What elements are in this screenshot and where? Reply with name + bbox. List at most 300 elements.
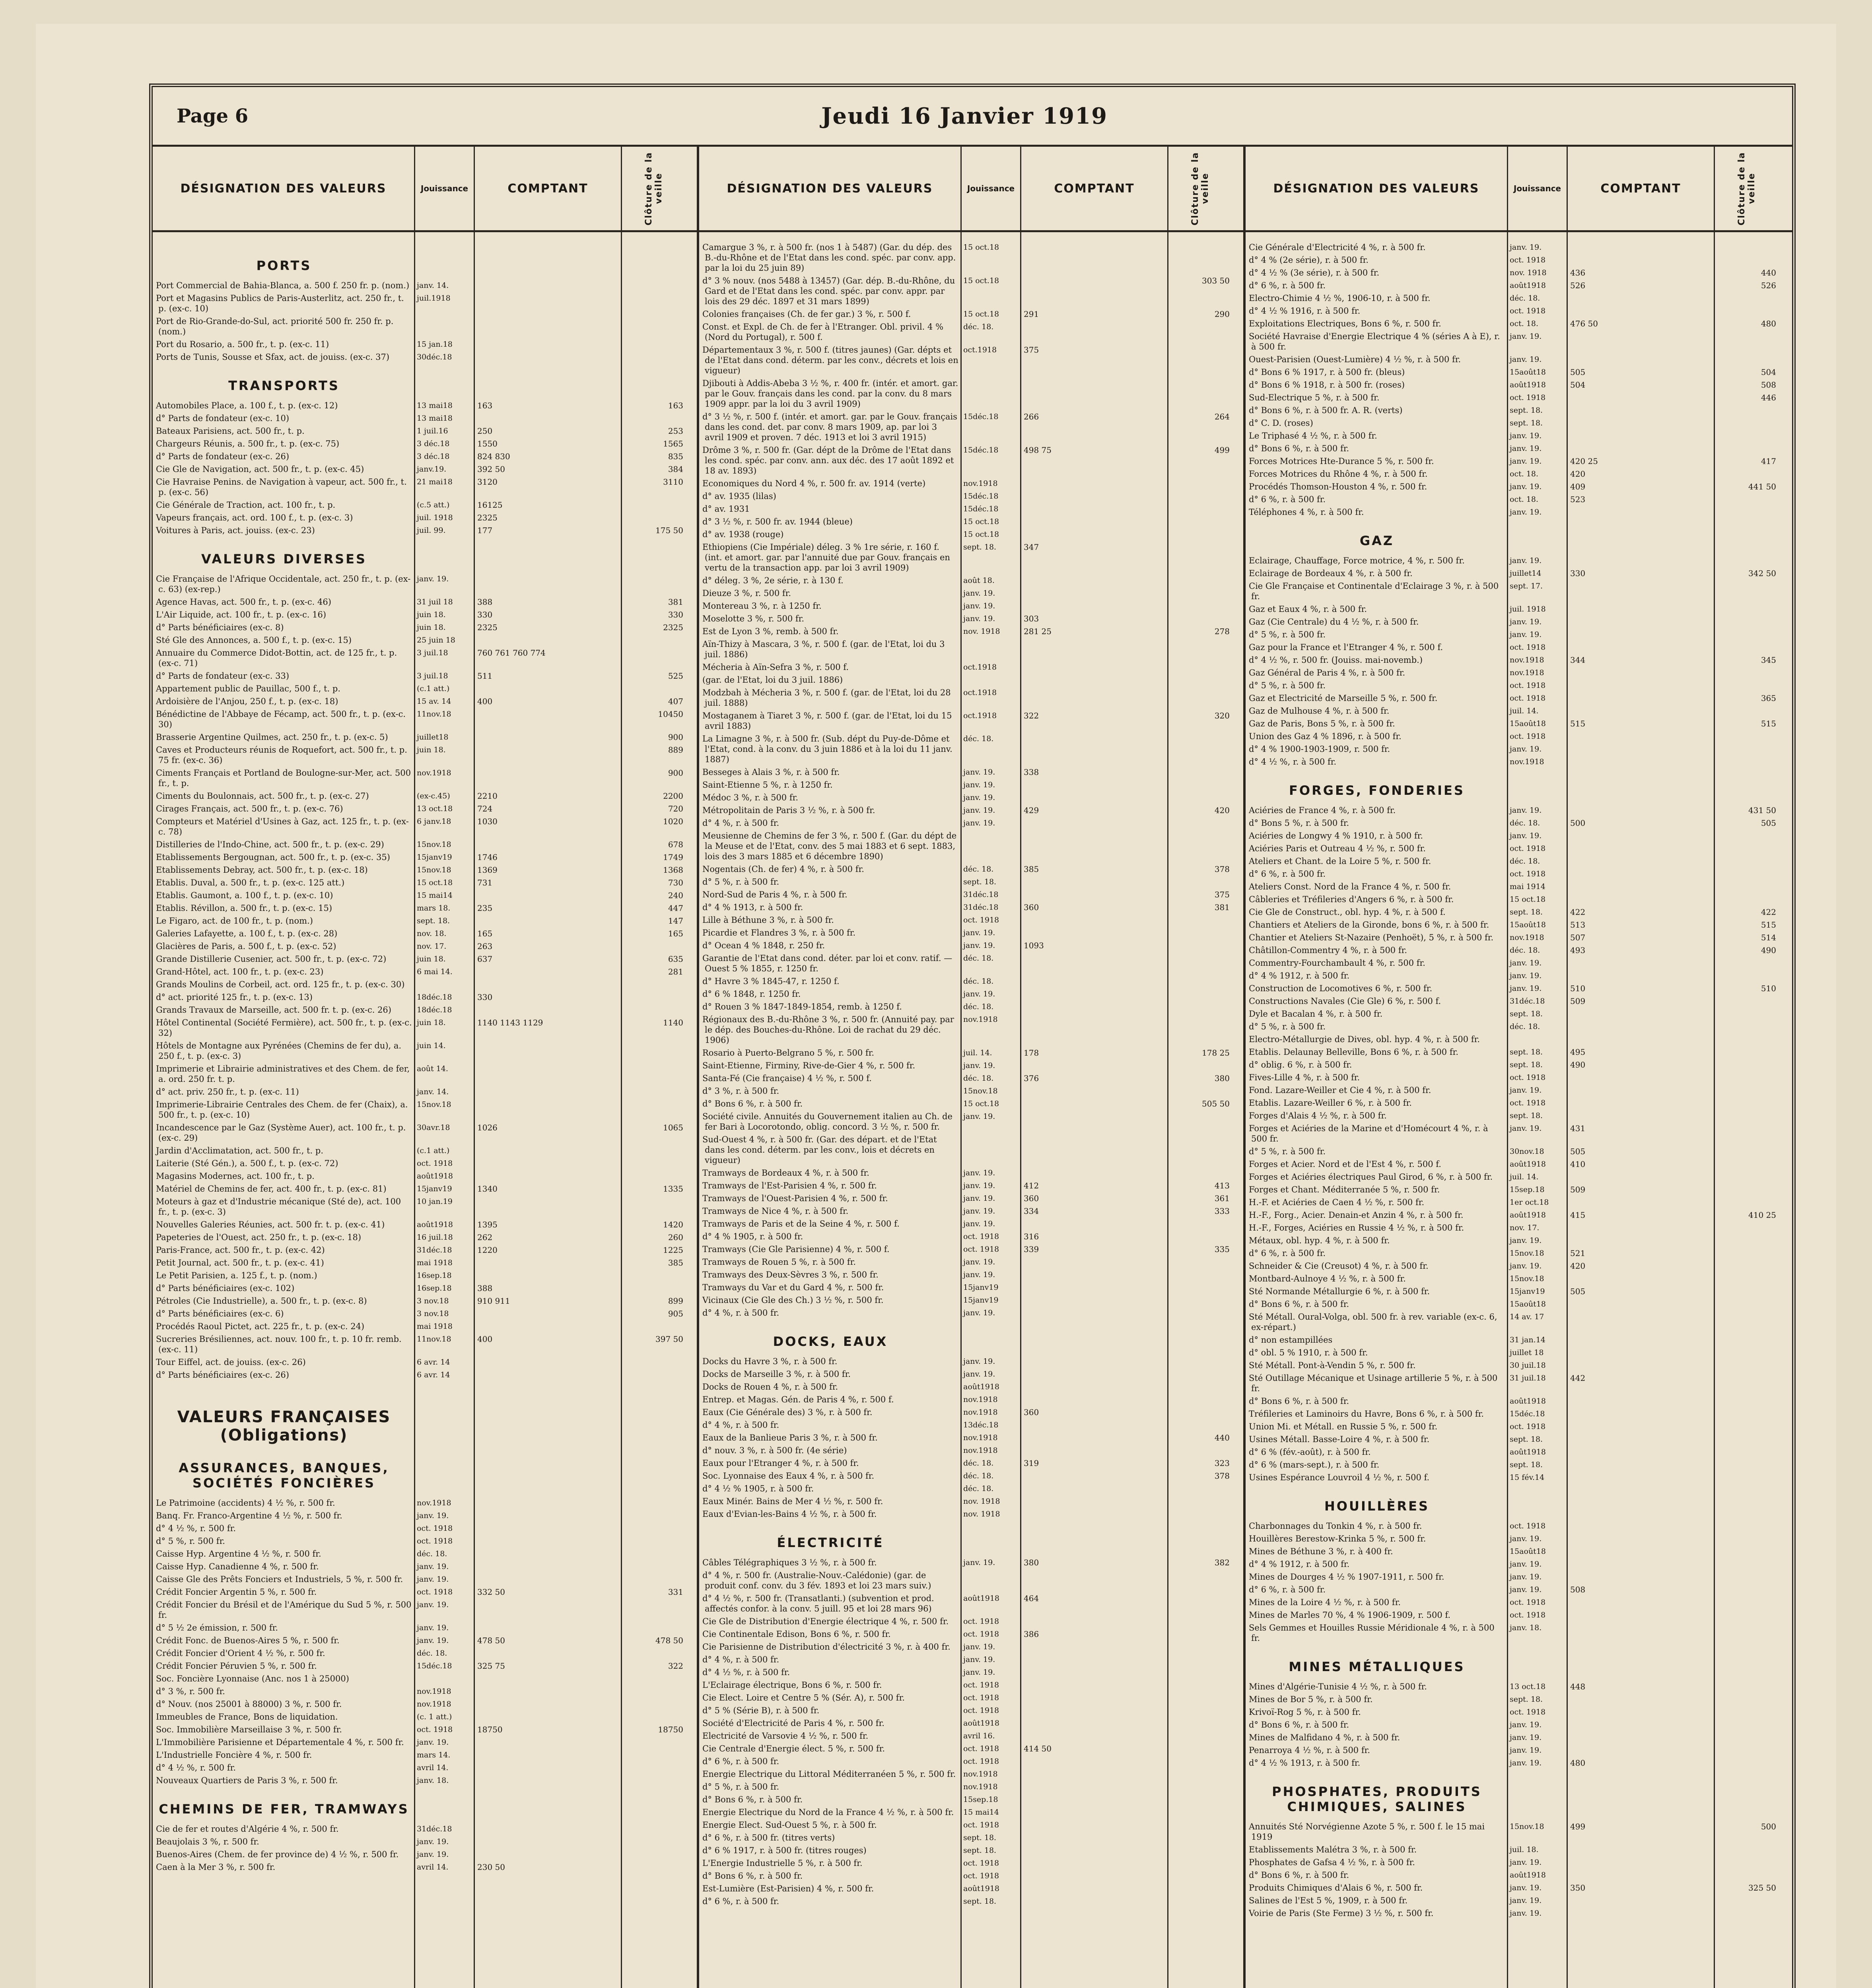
table-row — [699, 1111, 1243, 1132]
comptant-price — [1568, 1857, 1715, 1868]
jouissance-date: oct. 1918 — [1510, 732, 1546, 741]
jouissance-date — [415, 1673, 475, 1684]
cloture-price: 515 — [1761, 719, 1776, 728]
cloture-price — [1715, 1521, 1779, 1531]
jouissance-date: janv. 19. — [1510, 1086, 1542, 1095]
security-name: Imprimerie-Librairie Centrales des Chem. de fer (Chaix), a. 500 fr., t. p. (ex-c. 10) — [156, 1100, 408, 1120]
cloture-price — [622, 1536, 686, 1546]
jouissance-date — [962, 1134, 1021, 1165]
security-name: d° 4 % 1913, r. à 500 fr. — [702, 903, 803, 912]
cloture-price — [1715, 1034, 1779, 1044]
table-row — [699, 529, 1243, 540]
comptant-price — [1568, 731, 1715, 742]
cloture-price — [1715, 604, 1779, 614]
comptant-price — [1021, 1509, 1168, 1519]
table-row — [1246, 818, 1792, 828]
jouissance-date: oct. 1918 — [417, 1524, 453, 1533]
comptant-price — [1021, 1570, 1168, 1591]
cloture-price — [1715, 418, 1779, 428]
table-row — [1246, 494, 1792, 505]
table-row — [1246, 1623, 1792, 1643]
comptant-price — [1021, 1168, 1168, 1178]
cloture-price — [1168, 989, 1232, 999]
jouissance-date: oct. 18. — [1510, 470, 1539, 478]
cloture-price: 303 50 — [1202, 276, 1230, 285]
jouissance-date: oct. 1918 — [963, 1245, 999, 1254]
security-name: Cie Centrale d'Energie élect. 5 %, r. 500 fr. — [702, 1744, 885, 1753]
cloture-price — [622, 1087, 686, 1097]
jouissance-date: 6 avr. 14 — [417, 1371, 450, 1379]
comptant-price: 464 — [1024, 1594, 1039, 1603]
security-name: d° 4 ½ %, r. 500 fr. (Transatlanti.) (subvention et prod. affectés confor. à la conv. 5 juill. 95 et loi 28 mars 96) — [702, 1594, 934, 1613]
table-row — [153, 1737, 697, 1747]
column-rows — [699, 242, 1243, 1909]
comptant-price: 319 — [1024, 1458, 1039, 1468]
cloture-price: 322 — [668, 1661, 683, 1671]
table-row — [1246, 668, 1792, 678]
security-name: d° 5 ½ 2e émission, r. 500 fr. — [156, 1623, 278, 1633]
cloture-price — [1168, 1743, 1232, 1754]
cloture-price — [1168, 1807, 1232, 1817]
cloture-price: 440 — [1761, 268, 1776, 278]
comptant-price — [475, 1574, 622, 1584]
security-name: d° 5 %, r. à 500 fr. — [1249, 1022, 1326, 1031]
comptant-price: 414 50 — [1024, 1744, 1052, 1753]
comptant-price: 420 25 — [1570, 456, 1598, 466]
security-name: d° non estampillées — [1249, 1335, 1333, 1345]
table-row — [1246, 1274, 1792, 1284]
table-row — [699, 940, 1243, 951]
table-row — [153, 1219, 697, 1230]
table-row — [1246, 869, 1792, 879]
comptant-price: 436 — [1570, 268, 1586, 278]
comptant-price — [475, 1309, 622, 1319]
table-row — [1246, 242, 1792, 252]
table-row — [699, 1858, 1243, 1868]
cloture-price — [1715, 958, 1779, 968]
comptant-price — [1568, 1299, 1715, 1309]
table-row — [699, 1394, 1243, 1405]
cloture-price — [1168, 1483, 1232, 1494]
jouissance-date: nov. 17. — [417, 942, 447, 951]
security-name: Sud-Electrique 5 %, r. à 500 fr. — [1249, 393, 1380, 402]
security-name: Forges et Acier. Nord et de l'Est 4 %, r. 500 f. — [1249, 1159, 1441, 1169]
jouissance-date: août1918 — [963, 1719, 999, 1728]
cloture-price — [1715, 971, 1779, 981]
header-comptant: COMPTANT — [1021, 147, 1168, 230]
table-row — [1246, 318, 1792, 329]
table-row — [699, 877, 1243, 887]
comptant-price — [1021, 1002, 1168, 1012]
security-name: Automobiles Place, a. 100 f., t. p. (ex-c. 12) — [156, 401, 338, 410]
cloture-price: 264 — [1214, 412, 1230, 421]
jouissance-date: 15 av. 14 — [417, 697, 451, 706]
cloture-price: 500 — [1761, 1822, 1776, 1831]
security-name: Mines de Dourges 4 ½ % 1907-1911, r. 500 fr. — [1249, 1572, 1444, 1582]
security-name: Sté Gle des Annonces, a. 500 f., t. p. (ex-c. 15) — [156, 635, 352, 645]
jouissance-date: 11nov.18 — [417, 1335, 451, 1343]
security-name: Incandescence par le Gaz (Système Auer), act. 100 fr., t. p. (ex-c. 29) — [156, 1123, 406, 1143]
table-row — [699, 928, 1243, 938]
security-name: Mines de la Loire 4 ½ %, r. à 500 fr. — [1249, 1598, 1401, 1607]
security-name: Société civile. Annuités du Gouvernement italien au Ch. de fer Bari à Locorotondo, oblig. concord. 3 ½ %, r. 500 fr. — [702, 1112, 953, 1132]
cloture-price: 320 — [1214, 711, 1230, 720]
comptant-price: 493 — [1570, 945, 1586, 955]
table-row — [153, 1232, 697, 1242]
security-name: Sté Métall. Oural-Volga, obl. 500 fr. à rev. variable (ex-c. 6, ex-répart.) — [1249, 1312, 1497, 1332]
security-name: Construction de Locomotives 6 %, r. 500 fr. — [1249, 984, 1433, 993]
cloture-price: 410 25 — [1748, 1210, 1776, 1220]
comptant-price: 339 — [1024, 1244, 1039, 1254]
comptant-price — [475, 916, 622, 926]
cloture-price — [1715, 1434, 1779, 1444]
jouissance-date: 1 juil.16 — [417, 427, 448, 435]
comptant-price — [1021, 1756, 1168, 1767]
cloture-price — [1168, 734, 1232, 765]
security-name: Vapeurs français, act. ord. 100 f., t. p. (ex-c. 3) — [156, 513, 353, 522]
comptant-price: 480 — [1570, 1758, 1586, 1768]
table-row — [1246, 1034, 1792, 1044]
security-name: d° Bons 6 %, r. à 500 fr. — [702, 1871, 803, 1881]
cloture-price — [622, 1712, 686, 1722]
security-name: Energie Electrique du Nord de la France 4 ½ %, r. à 500 fr. — [702, 1807, 954, 1817]
table-row — [1246, 293, 1792, 303]
security-name: d° 4 %, r. 500 fr. (Australie-Nouv.-Calédonie) (gar. de produit conf. conv. du 3 fév. 1893 et loi 23 mars suiv.) — [702, 1571, 931, 1590]
comptant-price — [1021, 639, 1168, 660]
security-name: Forges et Aciéries électriques Paul Girod, 6 %, r. à 500 fr. — [1249, 1172, 1493, 1182]
cloture-price — [1715, 1610, 1779, 1620]
jouissance-date: janv. 19. — [963, 1112, 995, 1121]
cloture-price — [1168, 1896, 1232, 1906]
comptant-price: 360 — [1024, 1408, 1039, 1417]
cloture-price — [1715, 354, 1779, 365]
comptant-price — [475, 1510, 622, 1521]
comptant-price — [1021, 1014, 1168, 1045]
cloture-price — [1715, 731, 1779, 742]
security-name: Ouest-Parisien (Ouest-Lumière) 4 ½ %, r. à 500 fr. — [1249, 355, 1461, 364]
table-row — [1246, 1421, 1792, 1432]
comptant-price: 385 — [1024, 864, 1039, 874]
table-row — [699, 1896, 1243, 1906]
security-name: Est-Lumière (Est-Parisien) 4 %, r. 500 fr. — [702, 1884, 874, 1893]
table-row — [699, 989, 1243, 999]
jouissance-date: oct. 1918 — [1510, 393, 1546, 402]
cloture-price — [1168, 1394, 1232, 1405]
jouissance-date: 30nov.18 — [1510, 1147, 1544, 1156]
jouissance-date: juil.1918 — [417, 294, 451, 303]
comptant-price — [1021, 504, 1168, 514]
security-name: Nouvelles Galeries Réunies, act. 500 fr. t. p. (ex-c. 41) — [156, 1220, 385, 1229]
jouissance-date: sept. 18. — [1510, 1111, 1543, 1120]
jouissance-date: oct. 1918 — [963, 1706, 999, 1715]
comptant-price — [1568, 1347, 1715, 1358]
jouissance-date: sept. 18. — [1510, 406, 1543, 415]
comptant-price — [475, 1145, 622, 1156]
security-name: Aïn-Thizy à Mascara, 3 %, r. 500 f. (gar. de l'Etat, loi du 3 juil. 1886) — [702, 639, 945, 659]
security-name: Tramways de Nice 4 %, r. à 500 fr. — [702, 1206, 849, 1216]
cloture-price — [1168, 1731, 1232, 1741]
cloture-price: 147 — [668, 916, 683, 926]
cloture-price — [622, 1686, 686, 1697]
cloture-price — [1168, 1593, 1232, 1614]
security-name: Economiques du Nord 4 %, r. 500 fr. av. 1914 (verte) — [702, 479, 926, 488]
security-name: d° 3 % nouv. (nos 5488 à 13457) (Gar. dép. B.-du-Rhône, du Gard et de l'Etat dans les cond. spéc. par conv. appr. par lois des 29 déc. 1897 et 31 mars 1899) — [702, 276, 955, 306]
security-name: Eaux (Cie Générale des) 3 %, r. à 500 fr. — [702, 1408, 873, 1417]
table-row — [1246, 1286, 1792, 1297]
jouissance-date — [962, 831, 1021, 862]
section-title: DOCKS, EAUX — [773, 1334, 888, 1349]
table-row — [153, 1283, 697, 1293]
comptant-price: 18750 — [477, 1725, 503, 1734]
table-row — [699, 1693, 1243, 1703]
security-name: Etablis. Lazare-Weiller 6 %, r. à 500 fr. — [1249, 1098, 1412, 1108]
jouissance-date: janv. 19. — [417, 1738, 449, 1747]
table-row — [153, 426, 697, 436]
comptant-price: 380 — [1024, 1558, 1039, 1567]
jouissance-date: janv. 19. — [1510, 1534, 1542, 1543]
cloture-price — [1715, 1908, 1779, 1918]
security-name: Immeubles de France, Bons de liquidation. — [156, 1712, 338, 1722]
table-row — [699, 1060, 1243, 1071]
comptant-price: 16125 — [477, 500, 503, 510]
comptant-price — [475, 1824, 622, 1834]
security-name: Eaux pour l'Etranger 4 %, r. à 500 fr. — [702, 1458, 859, 1468]
cloture-price: 382 — [1214, 1558, 1230, 1567]
jouissance-date: nov. 1918 — [963, 627, 1000, 636]
section-title: CHEMINS DE FER, TRAMWAYS — [159, 1802, 409, 1817]
jouissance-date: oct. 1918 — [1510, 1522, 1546, 1530]
jouissance-date: 15août18 — [1510, 1547, 1546, 1556]
jouissance-date: 25 juin 18 — [417, 636, 455, 645]
table-row — [153, 732, 697, 742]
table-row — [699, 1845, 1243, 1856]
cloture-price: 720 — [668, 804, 683, 813]
cloture-price — [1168, 1420, 1232, 1430]
table-row — [1246, 1299, 1792, 1309]
security-name: Soc. Foncière Lyonnaise (Anc. nos 1 à 25000) — [156, 1674, 349, 1683]
jouissance-date: 15janv19 — [963, 1296, 999, 1305]
table-row — [699, 588, 1243, 598]
comptant-price — [1021, 601, 1168, 611]
comptant-price — [1568, 1447, 1715, 1457]
header-designation: DÉSIGNATION DES VALEURS — [699, 147, 962, 230]
newspaper-page — [36, 24, 1836, 1988]
table-row — [153, 928, 697, 939]
comptant-price — [1021, 877, 1168, 887]
security-name: Aciéries de France 4 %, r. à 500 fr. — [1249, 806, 1396, 815]
security-name: d° 5 %, r. à 500 fr. — [1249, 630, 1326, 639]
security-name: Chantier et Ateliers St-Nazaire (Penhoët), 5 %, r. à 500 fr. — [1249, 933, 1494, 942]
security-name: Port du Rosario, a. 500 fr., t. p. (ex-c. 11) — [156, 340, 329, 349]
cloture-price — [1168, 1134, 1232, 1165]
cloture-price: 163 — [668, 401, 683, 410]
comptant-price: 478 50 — [477, 1636, 505, 1645]
table-row — [1246, 568, 1792, 579]
comptant-price: 724 — [477, 804, 493, 813]
security-name: Union Mi. et Métall. en Russie 5 %, r. 500 fr. — [1249, 1422, 1438, 1431]
comptant-price — [475, 316, 622, 337]
cloture-price — [622, 1862, 686, 1872]
cloture-price — [1715, 1072, 1779, 1083]
table-row — [153, 574, 697, 594]
security-name: d° 5 %, r. à 500 fr. — [1249, 1147, 1326, 1156]
jouissance-date: mai 1914 — [1510, 882, 1545, 891]
table-row — [1246, 1521, 1792, 1531]
cloture-price — [1715, 617, 1779, 627]
cloture-price: 525 — [668, 671, 683, 681]
table-row — [153, 671, 697, 681]
jouissance-date: janv. 19. — [417, 1600, 449, 1609]
table-row — [699, 575, 1243, 586]
security-name: d° 4 % 1912, r. à 500 fr. — [1249, 1559, 1350, 1569]
table-row — [699, 805, 1243, 815]
table-row — [699, 1616, 1243, 1627]
jouissance-date: août1918 — [1510, 281, 1546, 290]
comptant-price — [475, 1712, 622, 1722]
jouissance-date: 15 fév.14 — [1510, 1473, 1545, 1482]
jouissance-date: 3 déc.18 — [417, 439, 450, 448]
jouissance-date: janv. 19. — [963, 768, 995, 777]
security-name: Etablissements Debray, act. 500 fr., t. p. (ex-c. 18) — [156, 865, 368, 875]
jouissance-date: oct. 1918 — [1510, 681, 1546, 690]
security-name: d° av. 1935 (lilas) — [702, 491, 776, 501]
table-row — [699, 242, 1243, 273]
jouissance-date: août1918 — [1510, 1211, 1546, 1219]
comptant-price — [1568, 405, 1715, 415]
table-row — [1246, 1060, 1792, 1070]
table-row — [1246, 1009, 1792, 1019]
comptant-price — [1568, 1034, 1715, 1044]
jouissance-date: 15 oct.18 — [417, 878, 453, 887]
table-row — [1246, 306, 1792, 316]
table-row — [153, 865, 697, 875]
comptant-price — [1568, 856, 1715, 866]
security-name: Chantiers et Ateliers de la Gironde, bons 6 %, r. à 500 fr. — [1249, 920, 1489, 930]
table-row — [153, 1862, 697, 1872]
security-name: Crédit Foncier Péruvien 5 %, r. 500 fr. — [156, 1661, 317, 1671]
jouissance-date: janv. 19. — [1510, 1560, 1542, 1569]
cloture-price — [622, 574, 686, 594]
security-name: d° 4 ½ %, r. 500 fr. — [156, 1763, 236, 1773]
cloture-price — [1168, 1629, 1232, 1639]
cloture-price — [622, 1064, 686, 1084]
cloture-price — [1168, 1794, 1232, 1805]
security-name: Fond. Lazare-Weiller et Cie 4 %, r. à 500 fr. — [1249, 1085, 1431, 1095]
jouissance-date: janv. 19. — [963, 941, 995, 950]
comptant-price — [1568, 668, 1715, 678]
jouissance-date: sept. 18. — [1510, 1048, 1543, 1056]
jouissance-date: déc. 18. — [417, 1649, 447, 1658]
comptant-price — [1568, 843, 1715, 854]
comptant-price: 1030 — [477, 817, 498, 826]
cloture-price — [1715, 706, 1779, 716]
comptant-price: 350 — [1570, 1883, 1586, 1893]
cloture-price — [622, 1699, 686, 1709]
jouissance-date: 3 nov.18 — [417, 1297, 449, 1305]
comptant-price — [475, 293, 622, 314]
table-row — [1246, 507, 1792, 517]
comptant-price: 637 — [477, 954, 493, 964]
table-row — [699, 1193, 1243, 1204]
table-row — [699, 1743, 1243, 1754]
security-name: Crédit Foncier du Brésil et de l'Amérique du Sud 5 %, r. 500 fr. — [156, 1600, 412, 1620]
comptant-price — [1568, 1610, 1715, 1620]
table-row — [153, 1498, 697, 1508]
security-name: Société Havraise d'Energie Electrique 4 % (séries A à E), r. à 500 fr. — [1249, 332, 1500, 351]
security-name: Cie Havraise Penins. de Navigation à vapeur, act. 500 fr., t. p. (ex-c. 56) — [156, 477, 407, 497]
table-row — [153, 1536, 697, 1546]
security-name: Cie Continentale Edison, Bons 6 %, r. 500 fr. — [702, 1629, 891, 1639]
cloture-price — [622, 979, 686, 990]
comptant-price — [1568, 894, 1715, 905]
jouissance-date: oct. 1918 — [963, 916, 999, 924]
security-name: Châtillon-Commentry 4 %, r. à 500 fr. — [1249, 945, 1407, 955]
comptant-price — [1021, 478, 1168, 489]
jouissance-date: oct. 1918 — [963, 1859, 999, 1868]
security-name: Krivoï-Rog 5 %, r. à 500 fr. — [1249, 1707, 1361, 1717]
table-row — [699, 1369, 1243, 1379]
comptant-price — [1568, 443, 1715, 454]
table-row — [153, 1750, 697, 1760]
comptant-price: 262 — [477, 1233, 493, 1242]
cloture-price — [1168, 1693, 1232, 1703]
cloture-price — [1715, 1274, 1779, 1284]
security-name: Cie Gle de Construct., obl. hyp. 4 %, r. à 500 f. — [1249, 907, 1446, 917]
jouissance-date: oct. 18. — [1510, 319, 1539, 328]
jouissance-date: oct.1918 — [963, 663, 997, 672]
table-row — [153, 1635, 697, 1646]
comptant-price — [1021, 378, 1168, 409]
jouissance-date: nov.1918 — [963, 1782, 998, 1791]
cloture-price — [1168, 1407, 1232, 1417]
comptant-price: 177 — [477, 526, 493, 535]
security-name: L'Air Liquide, act. 100 fr., t. p. (ex-c. 16) — [156, 610, 327, 619]
security-name: La Limagne 3 %, r. à 500 fr. (Sub. dépt du Puy-de-Dôme et l'Etat, cond. à la conv. du 3 juin 1886 et à la loi du 11 janv. 1887) — [702, 734, 953, 764]
table-row — [1246, 958, 1792, 968]
cloture-price: 381 — [1214, 903, 1230, 912]
security-name: d° Bons 6 % 1918, r. à 500 fr. (roses) — [1249, 380, 1405, 390]
security-name: Sté Métall. Pont-à-Vendin 5 %, r. 500 fr. — [1249, 1361, 1416, 1370]
security-name: Chargeurs Réunis, a. 500 fr., t. p. (ex-c. 75) — [156, 439, 340, 448]
table-row — [153, 648, 697, 668]
cloture-price — [1715, 1597, 1779, 1607]
comptant-price — [475, 1837, 622, 1847]
security-name: Ardoisière de l'Anjou, 250 f., t. p. (ex-c. 18) — [156, 697, 338, 706]
cloture-price — [1715, 1047, 1779, 1057]
jouissance-date: déc. 18. — [963, 322, 994, 331]
cloture-price — [1168, 1282, 1232, 1293]
comptant-price — [1568, 1908, 1715, 1918]
security-name: L'Eclairage électrique, Bons 6 %, r. 500 fr. — [702, 1680, 882, 1690]
security-name: Crédit Foncier Argentin 5 %, r. 500 fr. — [156, 1587, 317, 1597]
cloture-price: 1335 — [663, 1184, 683, 1194]
jouissance-date: 15janv19 — [417, 853, 452, 862]
table-row — [1246, 456, 1792, 466]
comptant-price: 291 — [1024, 309, 1039, 319]
jouissance-date: janv. 19. — [1510, 1573, 1542, 1581]
jouissance-date: janv. 19. — [963, 589, 995, 598]
comptant-price: 316 — [1024, 1232, 1039, 1241]
cloture-price — [1715, 1286, 1779, 1297]
security-name: Forces Motrices Hte-Durance 5 %, r. 500 fr. — [1249, 456, 1434, 466]
jouissance-date: 15nov.18 — [417, 840, 451, 849]
table-row — [1246, 1720, 1792, 1730]
security-name: Energie Electrique du Littoral Méditerranéen 5 %, r. 500 fr. — [702, 1769, 956, 1779]
comptant-price — [1021, 1782, 1168, 1792]
security-name: Aciéries Paris et Outreau 4 ½ %, r. 500 fr. — [1249, 844, 1426, 853]
table-row — [153, 464, 697, 474]
jouissance-date: nov.1918 — [1510, 933, 1544, 942]
